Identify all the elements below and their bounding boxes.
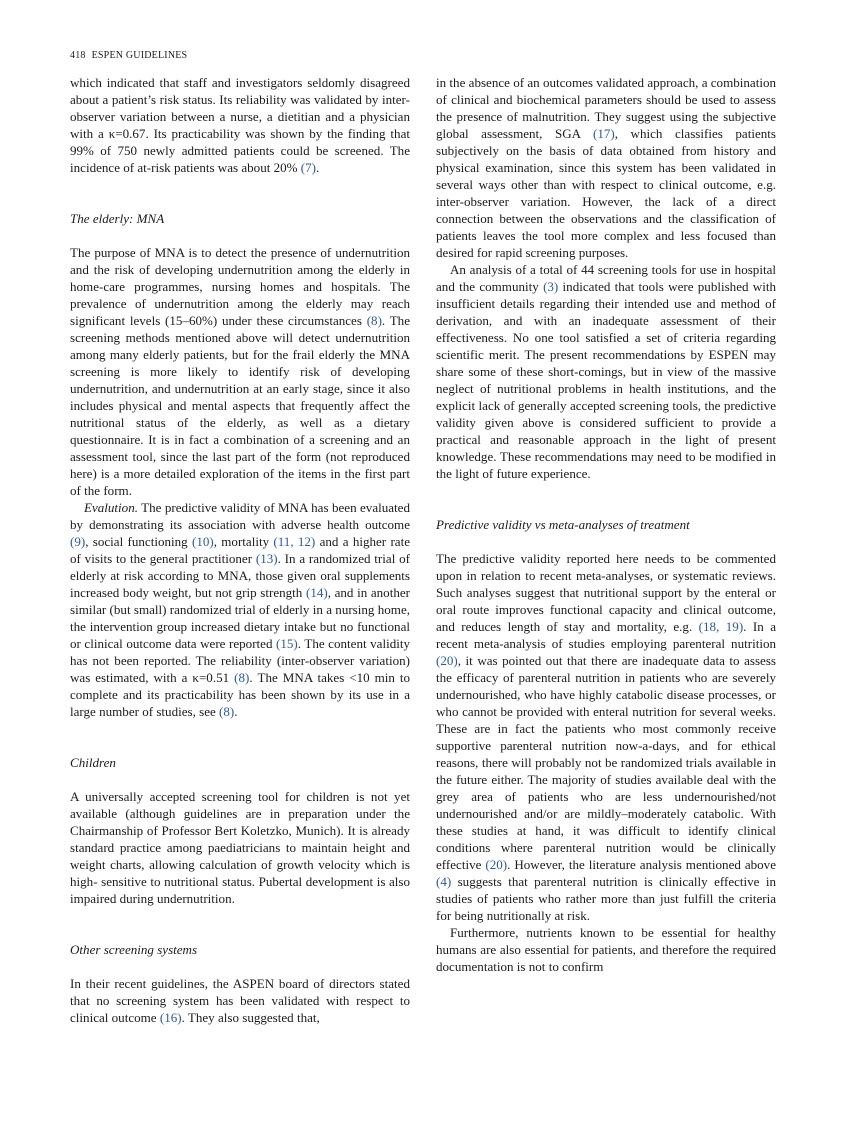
left-column [70,74,410,1026]
paragraph-children: A universally accepted screening tool for children is not yet available (although guidelines are in preparation under the Chairmanship of Professor Bert Koletzko, Munich). It is already standard practice among paediatricians to maintain height and weight charts, allowing calculation of growth velocity which is high- sensitive to nutritional status. Pubertal development is also impaired during undernutrition. [70,789,410,906]
page-number: 418 [70,50,86,61]
citation-link[interactable]: (20) [436,653,458,668]
right-column [436,74,776,975]
citation-link[interactable]: (9) [70,534,86,549]
citation-link[interactable]: (8) [366,313,382,328]
citation-link[interactable]: (8) [219,704,235,719]
citation-link[interactable]: (4) [436,874,452,889]
citation-link[interactable]: (11, 12) [273,534,316,549]
section-heading-children: Children [70,755,116,770]
section-heading-other-screening: Other screening systems [70,942,198,957]
citation-link[interactable]: (20) [485,857,508,872]
citation-link[interactable]: (7) [300,160,317,175]
running-head [70,50,187,61]
journal-section-title: ESPEN GUIDELINES [91,50,188,61]
paragraph-sga: in the absence of an outcomes validated approach, a combination of clinical and biochemical parameters should be used to assess the presence of malnutrition. They suggest using the subjective global assessment, SGA (17), which classifies patients subjectively on the basis of data obtained from history and physical examination, since this system has been validated in several ways other than with respect to clinical outcome, e.g. inter-observer variation. However, the lack of a direct connection between the observations and the classification of patients leaves the tool more complex and less focused than desired for rapid screening purposes. [436,75,776,260]
citation-link[interactable]: (3) [543,279,559,294]
paragraph-essential-nutrients: Furthermore, nutrients known to be essential for healthy humans are also essential for patients, and therefore the required documentation is not to confirm [436,925,776,974]
citation-link[interactable]: (15) [276,636,298,651]
citation-link[interactable]: (13) [255,551,278,566]
section-heading-predictive-validity: Predictive validity vs meta-analyses of treatment [436,517,690,532]
paragraph-meta-analyses: The predictive validity reported here needs to be commented upon in relation to recent meta-analyses, or systematic reviews. Such analyses suggest that nutritional support by the enteral or oral route improves functional capacity and clinical outcome, and reduces length of stay and mortality, e.g. (18, 19). In a recent meta-analysis of studies employing parenteral nutrition (20), it was pointed out that there are inadequate data to assess the efficacy of parenteral nutrition in patients who are severely undernourished, who have highly catabolic disease processes, or who cannot be provided with enteral nutrition for several weeks. These are in fact the patients who most commonly receive supportive parenteral nutrition now-a-days, and for ethical reasons, there will probably not be randomized trials available in the future either. The majority of studies available deal with the grey area of patients who are less undernourished/not undernourished and/or are mildly–moderately catabolic. With these studies at hand, it was difficult to identify clinical conditions where parenteral nutrition would be clinically effective (20). However, the literature analysis mentioned above (4) suggests that parenteral nutrition is clinically effective in studies of patients who rather more than just fulfill the criteria for being nutritionally at risk. [436,551,776,923]
paragraph-risk-status: which indicated that staff and investigators seldomly disagreed about a patient’s risk status. Its reliability was validated by inter-observer variation between a nurse, a dietitian and a physician with a κ=0.67. Its practicability was shown by the finding that 99% of 750 newly admitted patients could be screened. The incidence of at-risk patients was about 20% (7). [70,75,410,175]
paragraph-mna-evaluation: Evalution. The predictive validity of MNA has been evaluated by demonstrating its association with adverse health outcome (9), social functioning (10), mortality (11, 12) and a higher rate of visits to the general practitioner (13). In a randomized trial of elderly at risk according to MNA, those given oral supplements increased body weight, but not grip strength (14), and in another similar (but small) randomized trial of elderly in a nursing home, the intervention group increased dietary intake but no functional or clinical outcome data were reported (15). The content validity has not been reported. The reliability (inter-observer variation) was estimated, with a κ=0.51 (8). The MNA takes <10 min to complete and its practicability has been shown by its use in a large number of studies, see (8). [70,500,411,719]
citation-link[interactable]: (14) [305,585,328,600]
run-in-heading: Evalution. [84,500,138,515]
citation-link[interactable]: (18, 19) [698,619,744,634]
paragraph-mna-purpose: The purpose of MNA is to detect the presence of undernutrition and the risk of developing undernutrition among the elderly in home-care programmes, nursing homes and hospitals. The prevalence of undernutrition among the elderly may reach significant levels (15–60%) under these circumstances (8). The screening methods mentioned above will detect undernutrition among many elderly patients, but for the frail elderly the MNA screening is more likely to identify risk of developing undernutrition, and undernutrition at an early stage, since it also includes physical and mental aspects that frequently affect the nutritional status of the elderly, as well as a dietary questionnaire. It is in fact a combination of a screening and an assessment tool, since the last part of the form (not reproduced here) is a more detailed exploration of the items in the first part of the form. [70,245,410,498]
section-heading-elderly-mna: The elderly: MNA [70,211,165,226]
citation-link[interactable]: (16) [159,1010,182,1025]
paragraph-aspen: In their recent guidelines, the ASPEN board of directors stated that no screening system has been validated with respect to clinical outcome (16). They also suggested that, [70,976,410,1025]
citation-link[interactable]: (10) [191,534,214,549]
paragraph-screening-tools-analysis: An analysis of a total of 44 screening tools for use in hospital and the community (3) indicated that tools were published with insufficient details regarding their intended use and method of derivation, and with an inadequate assessment of their effectiveness. No one tool satisfied a set of criteria regarding scientific merit. The present recommendations by ESPEN may share some of these short-comings, but in view of the massive neglect of nutritional problems in health institutions, and the explicit lack of generally accepted screening tools, the predictive validity given above is considered sufficient to provide a practical and reasonable approach in the light of present knowledge. These recommendations may need to be modified in the light of future experience. [436,262,777,481]
citation-link[interactable]: (8) [234,670,250,685]
citation-link[interactable]: (17) [592,126,615,141]
